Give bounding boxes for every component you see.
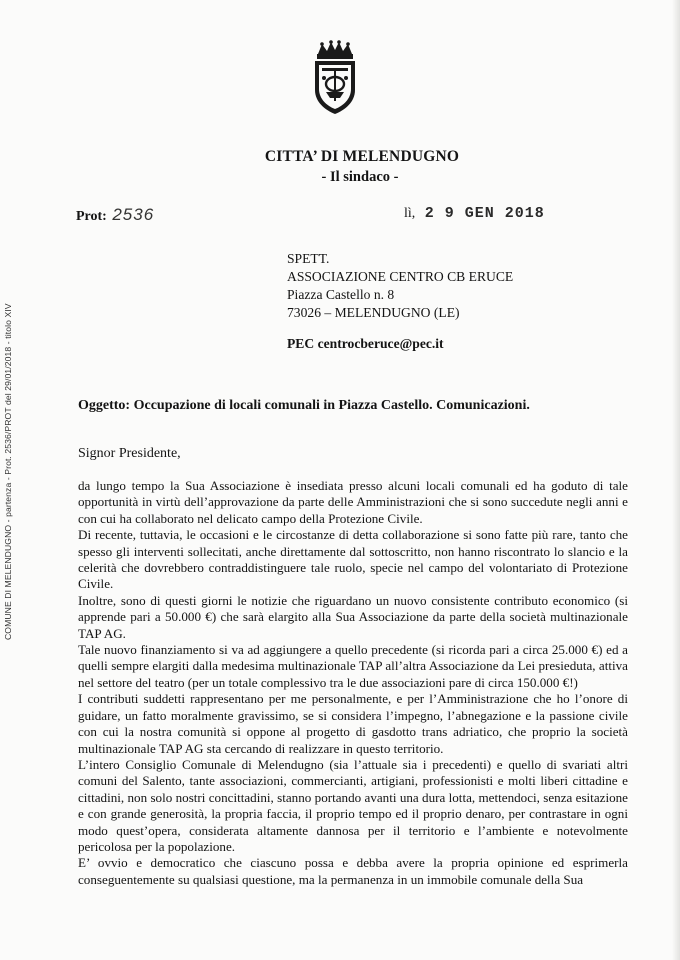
protocol-side-stamp: COMUNE DI MELENDUGNO - partenza - Prot. 2536/PROT del 29/01/2018 - titolo XIV bbox=[3, 303, 13, 640]
body-paragraph: E’ ovvio e democratico che ciascuno possa e debba avere la propria opinione ed esprimerla conseguentemente su qualsiasi questione, ma la permanenza in un immobile comunale della Sua bbox=[78, 855, 628, 887]
recipient-address bbox=[287, 250, 513, 322]
body-paragraph: I contributi suddetti rappresentano per me personalmente, e per l’Amministrazione che ho l’onore di guidare, un fatto moralmente gravissimo, se si considera l’impegno, l’abnegazione e la passione civile con cui la nostra comunità si oppone al progetto di gasdotto trans adriatico, che proprio la società multinazionale TAP AG sta cercando di realizzare in questo territorio. bbox=[78, 691, 628, 756]
page-edge-shadow bbox=[672, 0, 680, 960]
body-paragraph: Di recente, tuttavia, le occasioni e le circostanze di detta collaborazione si sono fatte più rare, tanto che spesso gli interventi sollecitati, anche direttamente dal sottoscritto, non hanno riscontrato lo slancio e la celerità che dovrebbero contraddistinguere tale ruolo, specie nel campo del volontariato di Protezione Civile. bbox=[78, 527, 628, 592]
letter-body bbox=[78, 478, 628, 888]
municipal-crest-icon bbox=[310, 40, 360, 116]
left-margin bbox=[0, 0, 30, 960]
body-paragraph: L’intero Consiglio Comunale di Melendugno (sia l’attuale sia i precedenti) e quello di svariati altri comuni del Salento, tante associazioni, commercianti, artigiani, professionisti e molti liberi cittadine e cittadini, non solo nostri concittadini, stanno portando avanti una dura lotta, mettendoci, senza esitazione e con grande generosità, la propria faccia, il proprio tempo ed il proprio denaro, per contrastare in ogni modo quest’opera, considerata altamente dannosa per il territorio e l’ambiente e notevolmente pericolosa per la popolazione. bbox=[78, 756, 628, 854]
letter-subject: Oggetto: Occupazione di locali comunali in Piazza Castello. Comunicazioni. bbox=[78, 398, 530, 413]
letter-greeting: Signor Presidente, bbox=[78, 446, 181, 461]
mayor-subtitle: - Il sindaco - bbox=[321, 169, 399, 185]
recipient-line: Piazza Castello n. 8 bbox=[287, 287, 395, 302]
municipality-title: CITTA’ DI MELENDUGNO bbox=[264, 148, 460, 165]
body-paragraph: Inoltre, sono di questi giorni le notizie che riguardano un nuovo consistente contributo economico (si apprende pari a 50.000 €) che sarà elargito alla Sua Associazione da parte della società multinazionale TAP AG. bbox=[78, 592, 628, 641]
date-row bbox=[404, 205, 545, 222]
recipient-line: SPETT. bbox=[287, 251, 330, 266]
protocol-label: Prot: bbox=[76, 209, 107, 224]
recipient-line: 73026 – MELENDUGNO (LE) bbox=[287, 305, 460, 320]
date-stamp: 2 9 GEN 2018 bbox=[424, 205, 545, 222]
body-paragraph: Tale nuovo finanziamento si va ad aggiungere a quello precedente (si ricorda pari a circa 25.000 €) ed a quelli sempre elargiti dalla medesima multinazionale TAP all’altra Associazione da Lei presieduta, attiva nel settore del teatro (per un totale complessivo tra le due associazioni pare di circa 150.000 €!) bbox=[78, 642, 628, 690]
recipient-line: ASSOCIAZIONE CENTRO CB ERUCE bbox=[287, 269, 514, 284]
protocol-number: 2536 bbox=[112, 205, 155, 224]
protocol-row bbox=[76, 205, 154, 225]
body-paragraph: da lungo tempo la Sua Associazione è insediata presso alcuni locali comunali ed ha goduto di tale opportunità in virtù dell’approvazione da parte delle Amministrazioni che si sono succedute negli anni e con cui ha collaborato nel delicato campo della Protezione Civile. bbox=[78, 478, 628, 526]
date-prefix: lì, bbox=[404, 206, 416, 221]
recipient-pec: PEC centrocberuce@pec.it bbox=[287, 336, 444, 351]
